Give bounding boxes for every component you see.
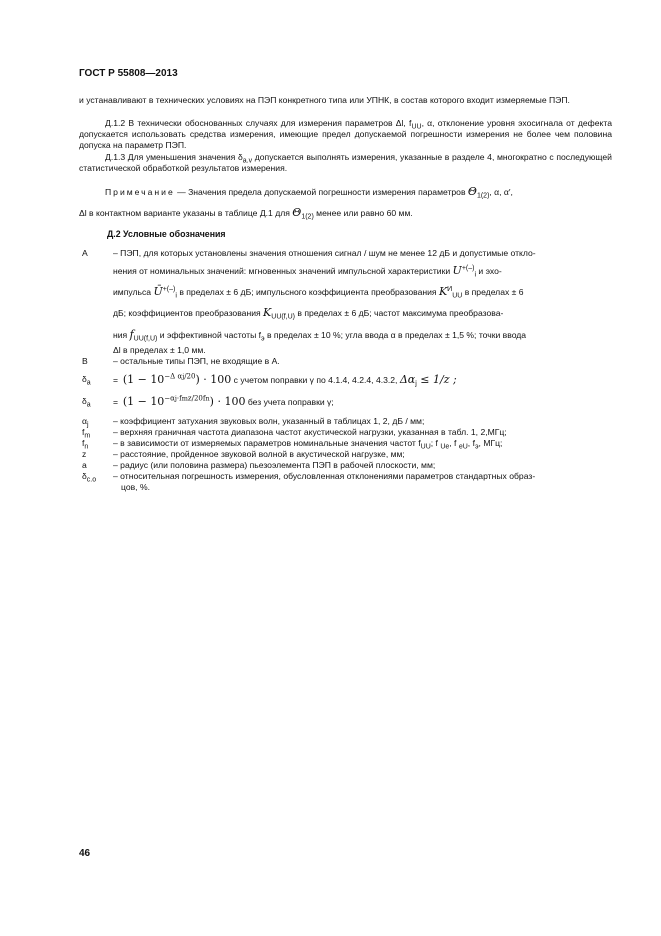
definition-text: – коэффициент затухания звуковых волн, указанный в таблицах 1, 2, дБ / мм; [113, 416, 425, 426]
text: Δl в контактном варианте указаны в таблице Д.1 для [79, 208, 293, 218]
definition-a [82, 248, 612, 358]
text: z/20 [187, 394, 203, 403]
formula-condition: Δα [399, 373, 416, 386]
definition-line: – относительная погрешность измерения, обусловленная отклонениями параметров стандартных образ- [113, 471, 536, 481]
definition-symbol [82, 427, 90, 438]
text: , α, α′, [489, 187, 513, 197]
text: ) · 100 [209, 395, 246, 408]
subscript: с.о [86, 476, 97, 484]
text: в пределах ± 6 дБ; импульсного коэффициента преобразования [176, 287, 439, 297]
subscript: UU [420, 443, 431, 451]
text: — Значения предела допускаемой погрешности измерения параметров [174, 187, 468, 197]
definition-text [113, 438, 612, 449]
definition-line: Δl в пределах ± 1,0 мм. [113, 345, 206, 355]
equals-sign: = [113, 375, 119, 385]
subscript: а [86, 379, 91, 387]
definition-text [113, 396, 612, 408]
subscript: Ue [440, 443, 450, 451]
text: Д.1.2 В технически обоснованных случаях для измерения параметров Δl, f [105, 118, 412, 128]
subscript: a.v [242, 157, 253, 165]
paragraph-d-1-2 [79, 118, 612, 151]
subscript: j [415, 380, 417, 388]
text: импульса [113, 287, 154, 297]
definition-line [113, 307, 612, 319]
paragraph-d-1-3 [79, 152, 612, 174]
definition-symbol [82, 374, 91, 385]
subscript: eU [458, 443, 468, 451]
formula [123, 373, 231, 386]
text: −α [164, 394, 175, 403]
text: ; f [430, 438, 441, 448]
section-title: Д.2 Условные обозначения [107, 229, 226, 239]
text: j [182, 372, 185, 381]
formula-condition: ≤ 1/z ; [416, 373, 457, 386]
definition-delta-2 [82, 396, 612, 412]
text: /20 [184, 372, 196, 381]
subscript: j [86, 421, 89, 429]
definition-line: цов, %. [121, 482, 150, 492]
subscript: а [86, 401, 91, 409]
paragraph-continuation: и устанавливают в технических условиях на ПЭП конкретного типа или УПНК, в состав которого входит измеряемые ПЭП. [79, 95, 570, 105]
superscript: И [447, 286, 453, 294]
text: Д.1.3 Для уменьшения значения δ [105, 152, 243, 162]
text: δ [82, 374, 87, 384]
text: δ [82, 471, 87, 481]
definition-delta-co [82, 471, 612, 495]
definition-line [113, 265, 612, 277]
text: m [181, 394, 188, 403]
text: n [205, 394, 210, 403]
definition-b [82, 356, 612, 368]
note-line-2 [79, 207, 612, 219]
subscript: 1(2) [301, 213, 314, 221]
definition-symbol [82, 438, 88, 449]
text: ния [113, 330, 130, 340]
subscript: UU(f,U) [271, 313, 295, 321]
text: с учетом поправки γ по 4.1.4, 4.2.4, 4.3.2, [231, 375, 400, 385]
definition-symbol: а [82, 460, 87, 470]
subscript: э [474, 443, 479, 451]
text: ·f [176, 394, 182, 403]
text: без учета поправки γ; [245, 397, 334, 407]
formula-symbol: K [263, 306, 272, 319]
subscript: UU [411, 123, 422, 131]
text: −Δ α [164, 372, 183, 381]
text: в пределах ± 6 [462, 287, 524, 297]
subscript: UU(f,U) [133, 335, 158, 343]
definition-delta-1 [82, 374, 612, 390]
text: f [82, 438, 85, 448]
text: в пределах ± 6 дБ; частот максимума преобразова- [294, 308, 504, 318]
text: и эффективной частоты f [157, 330, 262, 340]
equals-sign: = [113, 397, 119, 407]
text: и эхо- [476, 266, 502, 276]
subscript: 1(2) [476, 192, 490, 200]
subscript: i [474, 271, 477, 279]
definition-symbol [82, 416, 89, 427]
text: менее или равно 60 мм. [313, 208, 413, 218]
definition-symbol: В [82, 356, 88, 366]
text: j [174, 394, 177, 403]
definition-symbol: А [82, 248, 88, 258]
text: в пределах ± 10 %; угла ввода α в пределах ± 1,5 %; точки ввода [264, 330, 527, 340]
subscript: i [175, 292, 177, 300]
formula-symbol: Ū [153, 285, 163, 298]
superscript: +(–) [461, 265, 475, 273]
superscript: +(–) [162, 286, 176, 294]
text: нения от номинальных значений: мгновенных значений импульсной характеристики [113, 266, 453, 276]
text: ) · 100 [195, 373, 232, 386]
note-label: Примечание [105, 187, 175, 197]
superscript [164, 394, 209, 402]
definition-text [113, 374, 612, 386]
definition-symbol: z [82, 449, 87, 459]
theta-symbol: Θ [467, 185, 477, 198]
definition-line: – ПЭП, для которых установлены значения отношения сигнал / шум не менее 12 дБ и допустимые откло- [113, 248, 536, 258]
text: , α, отклонение уровня эхосигнала от дефекта допускается использовать средства измерения, имеющие предел допускаемой погрешности измерения не более чем половина допуска на параметр ПЭП. [79, 118, 613, 150]
document-header: ГОСТ Р 55808—2013 [79, 68, 178, 79]
formula-symbol: K [438, 285, 448, 298]
definition-symbol [82, 471, 96, 482]
definition-text: – расстояние, пройденное звуковой волной в акустической нагрузке, мм; [113, 449, 405, 459]
page-number: 46 [79, 848, 91, 859]
subscript: э [261, 335, 265, 343]
text: (1 − 10 [122, 373, 165, 386]
definition-text: – остальные типы ПЭП, не входящие в А. [113, 356, 280, 366]
subscript: n [84, 443, 89, 451]
definition-text: – радиус (или половина размера) пьезоэлемента ПЭП в рабочей плоскости, мм; [113, 460, 436, 470]
text: допускается выполнять измерения, указанные в разделе 4, многократно с последующей статистической обработкой результатов измерения. [79, 152, 612, 173]
formula-symbol: f [129, 328, 134, 341]
formula [123, 395, 246, 408]
note-line-1 [105, 186, 612, 198]
superscript [164, 372, 195, 380]
theta-symbol: Θ [292, 206, 302, 219]
definition-symbol [82, 396, 91, 407]
text: f [202, 394, 206, 403]
text: α [82, 416, 87, 426]
text: f [82, 427, 85, 437]
subscript: UU [452, 292, 463, 300]
formula-symbol: U [452, 264, 462, 277]
text: , f [449, 438, 459, 448]
text: дБ; коэффициентов преобразования [113, 308, 264, 318]
text: – в зависимости от измеряемых параметров номинальные значения частот f [113, 438, 421, 448]
text: δ [82, 396, 87, 406]
text: , f [467, 438, 475, 448]
subscript: m [84, 432, 91, 440]
definition-text: – верхняя граничная частота диапазона частот акустической нагрузки, указанная в табл. 1, 2,МГц; [113, 427, 507, 437]
text: , МГц; [478, 438, 503, 448]
definition-line [113, 329, 612, 341]
definition-line [113, 286, 612, 298]
text: (1 − 10 [122, 395, 165, 408]
